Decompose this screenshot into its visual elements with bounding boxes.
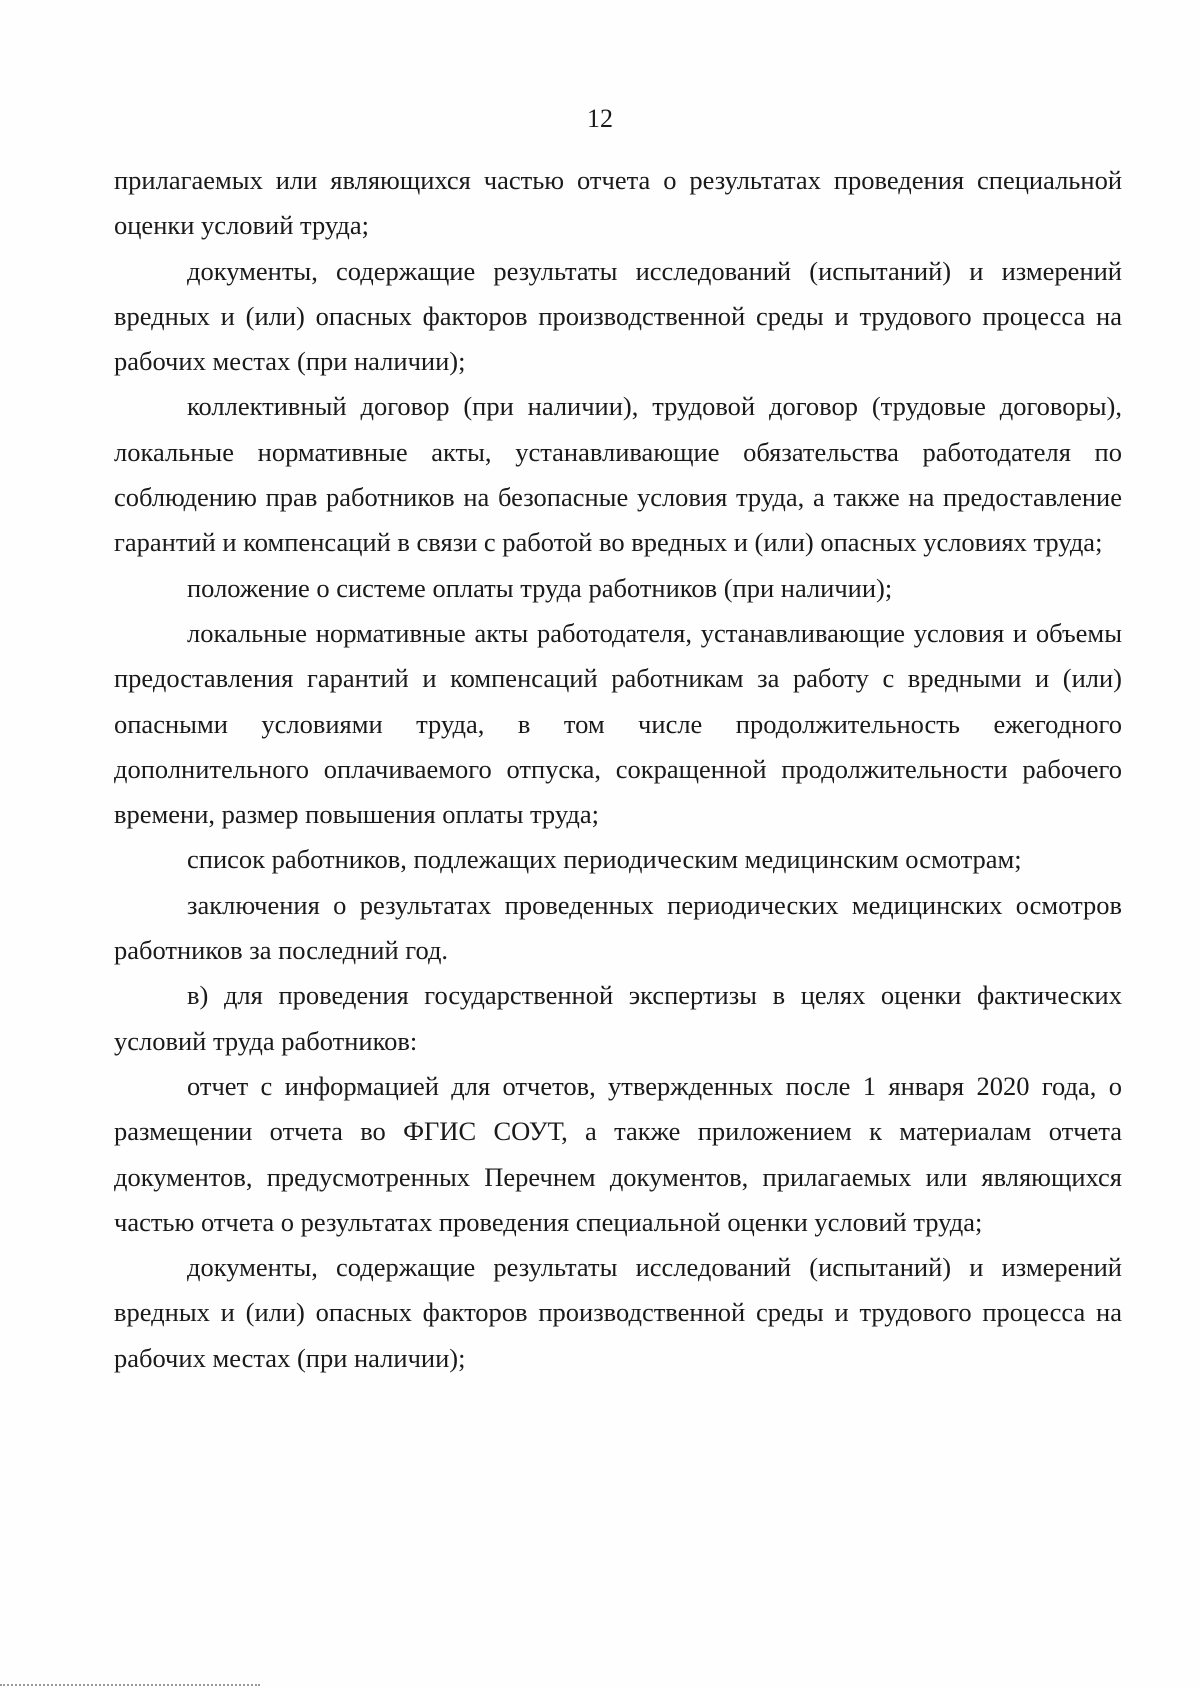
- paragraph: заключения о результатах проведенных периодических медицинских осмотров работников за последний год.: [114, 889, 1122, 966]
- paragraph: документы, содержащие результаты исследований (испытаний) и измерений вредных и (или) опасных факторов производственной среды и трудового процесса на рабочих местах (при наличии);: [114, 1252, 1122, 1373]
- paragraph: документы, содержащие результаты исследований (испытаний) и измерений вредных и (или) опасных факторов производственной среды и трудового процесса на рабочих местах (при наличии);: [114, 255, 1122, 377]
- paragraph: в) для проведения государственной экспертизы в целях оценки фактических условий труда работников:: [114, 980, 1122, 1056]
- document-body: [114, 158, 1122, 1381]
- paragraph: отчет с информацией для отчетов, утвержденных после 1 января 2020 года, о размещении отчета во ФГИС СОУТ, а также приложением к материалам отчета документов, предусмотренных Перечнем документов, прилагаемых или являющихся частью отчета о результатах проведения специальной оценки условий труда;: [114, 1070, 1122, 1237]
- paragraph: локальные нормативные акты работодателя, устанавливающие условия и объемы предоставления гарантий и компенсаций работникам за работу с вредными и (или) опасными условиями труда, в том числе продолжительность ежегодного дополнительного оплачиваемого отпуска, сокращенной продолжительности рабочего времени, размер повышения оплаты труда;: [114, 617, 1122, 830]
- paragraph: прилагаемых или являющихся частью отчета о результатах проведения специальной оценки условий труда;: [114, 165, 1122, 241]
- scan-edge-rule: [0, 1684, 260, 1686]
- page-number: 12: [587, 104, 613, 133]
- paragraph: список работников, подлежащих периодическим медицинским осмотрам;: [187, 844, 1022, 875]
- paragraph: коллективный договор (при наличии), трудовой договор (трудовые договоры), локальные нормативные акты, устанавливающие обязательства работодателя по соблюдению прав работников на безопасные условия труда, а также на предоставление гарантий и компенсаций в связи с работой во вредных и (или) опасных условиях труда;: [114, 391, 1122, 558]
- paragraph: положение о системе оплаты труда работников (при наличии);: [187, 572, 893, 603]
